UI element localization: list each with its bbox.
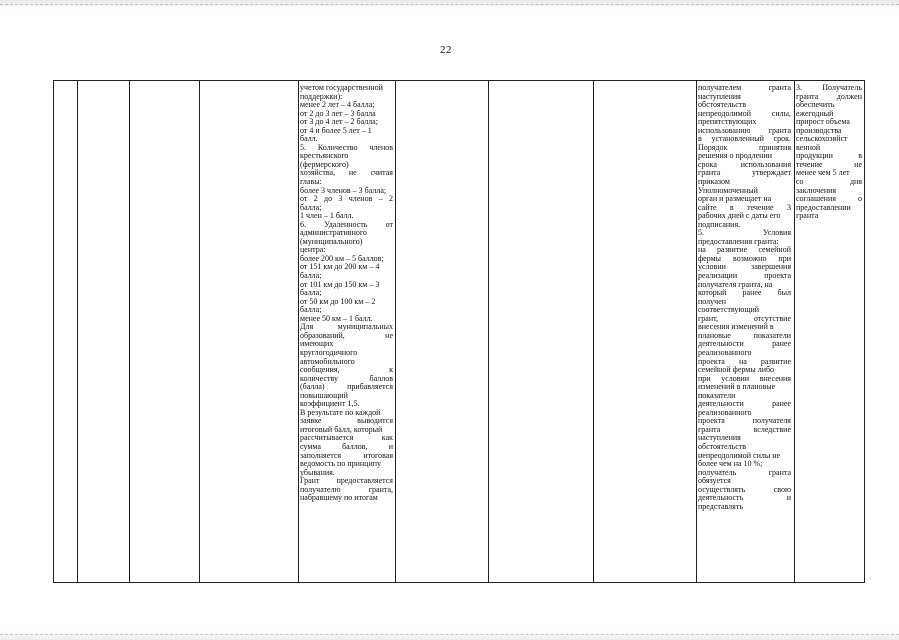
cell-line: балла;: [300, 288, 322, 298]
cell-word: Для: [300, 322, 314, 332]
cell-word: вследствие: [753, 424, 791, 434]
cell-line: обязуется: [698, 476, 731, 486]
cell-word: использования: [740, 159, 791, 169]
cell-word: деятельность: [698, 493, 744, 503]
cell-word: итоговая: [363, 450, 393, 460]
cell-word: 2: [313, 194, 318, 204]
recipient-obligations-cell: [796, 84, 862, 284]
cell-word: срока: [698, 159, 717, 169]
cell-word: при: [778, 253, 791, 263]
cell-word: сообщения,: [300, 365, 340, 375]
cell-line: от 4 и более 5 лет – 1: [300, 125, 372, 135]
cell-line: В результате по каждой: [300, 407, 381, 417]
cell-line: балла;: [300, 202, 322, 212]
cell-word: отсутствие: [753, 313, 791, 323]
cell-line: ведомость по принципу: [300, 459, 382, 469]
cell-word: в: [729, 202, 734, 212]
cell-line: повышающий: [300, 390, 348, 400]
cell-word: грант,: [698, 313, 719, 323]
cell-line: гранта: [796, 211, 819, 221]
cell-line: от 3 до 4 лет – 2 балла;: [300, 117, 378, 127]
cell-word: Условия: [763, 228, 791, 238]
scan-bottom-edge: [0, 630, 899, 640]
cell-word: 3.: [796, 84, 802, 92]
cell-word: получателю: [300, 484, 341, 494]
cell-word: членов: [348, 194, 373, 204]
cell-word: гранта,: [368, 484, 393, 494]
regulation-table: [53, 80, 865, 583]
cell-word: 3: [786, 202, 791, 212]
cell-line: семейной фермы либо: [698, 365, 775, 375]
cell-line: предоставления гранта:: [698, 236, 779, 246]
selection-criteria-cell: [300, 84, 393, 579]
cell-word: получателем: [698, 84, 742, 92]
cell-line: ежегодный: [796, 108, 834, 118]
cell-word: на: [738, 356, 747, 366]
cell-word: до: [324, 194, 333, 204]
cell-word: баллов: [369, 373, 393, 383]
cell-line: получателя гранта, на: [698, 279, 773, 289]
cell-line: крестьянского: [300, 151, 349, 161]
cell-word: хозяйства,: [300, 168, 336, 178]
cell-word: муниципальных: [337, 322, 393, 332]
cell-word: развитие: [717, 245, 748, 255]
cell-word: в: [858, 151, 862, 161]
cell-word: о: [858, 194, 862, 204]
cell-word: срок.: [773, 134, 791, 144]
cell-word: от: [385, 219, 393, 229]
cell-word: выводится: [357, 416, 393, 426]
table-top-border: [53, 80, 865, 81]
cell-word: ранее: [772, 399, 791, 409]
cell-word: баллов,: [342, 441, 368, 451]
cell-line: коэффициент 1,5.: [300, 399, 360, 409]
cell-line: от 151 км до 200 км – 4: [300, 262, 380, 272]
cell-line: реализованного: [698, 407, 752, 417]
cell-word: предоставляется: [336, 476, 393, 486]
cell-word: 2: [388, 194, 393, 204]
cell-word: должен: [836, 91, 862, 101]
cell-word: деятельности: [698, 399, 744, 409]
cell-word: силы,: [771, 108, 791, 118]
cell-word: семейной: [758, 245, 791, 255]
cell-word: и: [388, 441, 393, 451]
cell-word: не: [348, 168, 357, 178]
column-border: [298, 80, 299, 583]
cell-line: балла;: [300, 305, 322, 315]
cell-word: развитие: [760, 356, 791, 366]
column-border: [864, 80, 865, 583]
cell-word: непреодолимой: [698, 108, 752, 118]
cell-word: прибавляется: [347, 382, 393, 392]
cell-word: 5.: [300, 142, 306, 152]
cell-word: гранта: [768, 84, 791, 92]
cell-line: (фермерского): [300, 159, 349, 169]
cell-word: возможно: [733, 253, 767, 263]
cell-word: образований,: [300, 330, 345, 340]
cell-line: учетом государственной: [300, 84, 383, 92]
cell-word: проекта: [698, 356, 725, 366]
cell-word: принятия: [759, 142, 791, 152]
cell-line: соответствующий: [698, 305, 760, 315]
cell-word: гранта: [698, 168, 721, 178]
cell-word: 5.: [698, 228, 704, 238]
cell-word: не: [854, 159, 862, 169]
cell-word: условии: [698, 262, 726, 272]
cell-line: венной: [796, 142, 821, 152]
column-border: [77, 80, 78, 583]
cell-line: менее 50 км – 1 балл.: [300, 313, 373, 323]
cell-line: административного: [300, 228, 367, 238]
cell-word: Порядок: [698, 142, 728, 152]
scan-top-edge: [0, 0, 899, 10]
table-bottom-border: [53, 582, 865, 583]
cell-line: подписания.: [698, 219, 741, 229]
cell-word: который: [698, 288, 727, 298]
cell-line: убывания.: [300, 467, 335, 477]
cell-line: от 2 до 3 лет – 3 балла: [300, 108, 376, 118]
cell-word: ранее: [742, 288, 762, 298]
cell-line: более 200 км – 5 баллов;: [300, 253, 384, 263]
cell-line: от 50 км до 100 км – 2: [300, 296, 376, 306]
cell-word: заявке: [300, 416, 322, 426]
cell-line: более чем на 10 %;: [698, 459, 763, 469]
cell-word: количеству: [300, 373, 338, 383]
cell-line: менее 2 лет – 4 балла;: [300, 100, 375, 110]
cell-line: имеющих: [300, 339, 334, 349]
cell-word: гранта: [796, 91, 819, 101]
cell-line: набравшему по итогам: [300, 493, 378, 503]
cell-line: прирост объема: [796, 117, 850, 127]
cell-line: показатели: [698, 390, 736, 400]
cell-word: ранее: [772, 339, 791, 349]
column-border: [395, 80, 396, 583]
cell-word: использованию: [698, 125, 751, 135]
cell-word: завершения: [751, 262, 791, 272]
cell-line: заключения: [796, 185, 837, 195]
cell-line: более 3 членов – 3 балла;: [300, 185, 387, 195]
cell-word: продукции: [796, 151, 833, 161]
cell-line: от 101 км до 150 км – 3: [300, 279, 380, 289]
column-border: [593, 80, 594, 583]
cell-word: проекта: [698, 416, 725, 426]
cell-word: получатель: [698, 467, 737, 477]
cell-word: к: [389, 365, 393, 375]
cell-word: показатели: [753, 330, 791, 340]
cell-line: балла;: [300, 271, 322, 281]
cell-line: непреодолимой силы не: [698, 450, 781, 460]
cell-line: решения о продлении: [698, 151, 773, 161]
cell-line: получен: [698, 296, 727, 306]
cell-word: сайте: [698, 202, 717, 212]
cell-line: орган и размещает на: [698, 194, 772, 204]
cell-word: и: [786, 493, 791, 503]
cell-line: предоставлении: [796, 202, 851, 212]
cell-line: препятствующих: [698, 117, 757, 127]
cell-word: Грант: [300, 476, 320, 486]
cell-line: рабочих дней с даты его: [698, 211, 781, 221]
cell-word: сумма: [300, 441, 321, 451]
cell-word: от: [300, 194, 308, 204]
cell-word: гранта: [768, 125, 791, 135]
cell-word: как: [381, 433, 393, 443]
cell-line: обстоятельств: [698, 441, 747, 451]
cell-word: гранта: [768, 467, 791, 477]
cell-word: считая: [370, 168, 393, 178]
cell-word: дня: [849, 177, 862, 187]
column-border: [199, 80, 200, 583]
cell-word: течение: [796, 159, 823, 169]
cell-line: приказом: [698, 177, 730, 187]
cell-word: соглашения: [796, 194, 836, 204]
cell-line: представлять: [698, 501, 743, 511]
cell-word: внесения: [759, 373, 791, 383]
cell-word: был: [777, 288, 791, 298]
cell-word: плановые: [698, 330, 731, 340]
cell-word: не: [385, 330, 393, 340]
grant-conditions-cell: [698, 84, 791, 579]
cell-word: Получатель: [822, 84, 862, 92]
cell-line: итоговый балл, который: [300, 424, 383, 434]
cell-word: рассчитывается: [300, 433, 354, 443]
page-number: 22: [440, 44, 452, 56]
cell-word: свою: [773, 484, 791, 494]
cell-word: при: [698, 373, 711, 383]
cell-word: течение: [747, 202, 774, 212]
cell-word: 6.: [300, 219, 306, 229]
cell-line: реализованного: [698, 347, 752, 357]
cell-word: деятельности: [698, 339, 744, 349]
cell-word: фермы: [698, 253, 722, 263]
scan-top-dashed-edge: [0, 4, 899, 5]
cell-line: центра:: [300, 245, 326, 255]
cell-word: реализации: [698, 271, 738, 281]
cell-line: обеспечить: [796, 100, 835, 110]
column-border: [794, 80, 795, 583]
cell-word: в: [698, 134, 702, 144]
column-border: [129, 80, 130, 583]
cell-word: (балла): [300, 382, 325, 392]
cell-line: автомобильного: [300, 356, 355, 366]
cell-word: утверждает: [752, 168, 791, 178]
cell-word: осуществлять: [698, 484, 746, 494]
cell-word: получателя: [752, 416, 791, 426]
cell-line: 1 член – 1 балл.: [300, 211, 354, 221]
cell-word: заполняется: [300, 450, 342, 460]
cell-line: (муниципального): [300, 236, 363, 246]
cell-word: проекта: [764, 271, 791, 281]
cell-word: установленный: [711, 134, 764, 144]
cell-line: круглогодичного: [300, 347, 358, 357]
cell-line: главы:: [300, 177, 322, 187]
column-border: [488, 80, 489, 583]
cell-line: производства: [796, 125, 842, 135]
cell-line: изменений в плановые: [698, 382, 776, 392]
scan-bottom-dashed-edge: [0, 634, 899, 635]
cell-word: со: [796, 177, 804, 187]
column-border: [696, 80, 697, 583]
cell-line: наступления: [698, 91, 741, 101]
cell-line: балл.: [300, 134, 318, 144]
cell-word: Количество: [317, 142, 358, 152]
cell-line: сельскохозяйст: [796, 134, 848, 144]
cell-word: гранта: [698, 424, 721, 434]
cell-line: Уполномоченный: [698, 185, 758, 195]
cell-line: обстоятельств: [698, 100, 747, 110]
cell-line: наступления: [698, 433, 741, 443]
cell-word: членов: [369, 142, 393, 152]
cell-line: внесения изменений в: [698, 322, 774, 332]
cell-word: –: [378, 194, 383, 204]
cell-line: менее чем 5 лет: [796, 168, 850, 178]
cell-word: Удаленность: [324, 219, 368, 229]
cell-word: на: [698, 245, 706, 255]
cell-word: 3: [338, 194, 343, 204]
cell-word: условии: [721, 373, 750, 383]
cell-line: поддержки):: [300, 91, 343, 101]
column-border: [53, 80, 54, 583]
